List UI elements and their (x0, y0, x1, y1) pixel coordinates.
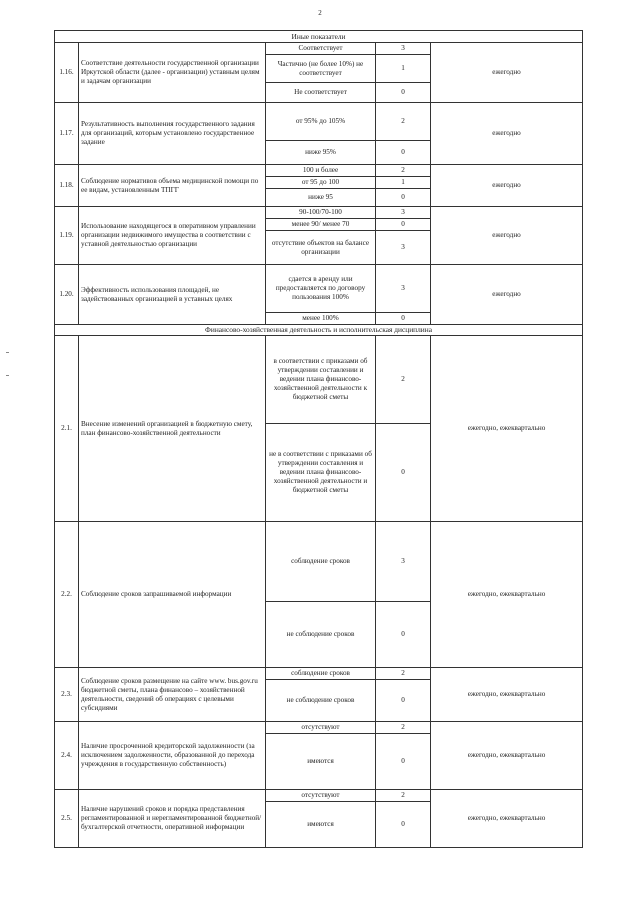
score: 2 (376, 336, 431, 424)
criterion: менее 100% (266, 313, 376, 325)
periodicity: ежегодно, ежеквартально (431, 522, 583, 668)
criterion: ниже 95 (266, 189, 376, 207)
score: 2 (376, 165, 431, 177)
criterion: не соблюдение сроков (266, 602, 376, 668)
score: 0 (376, 424, 431, 522)
indicator-name: Соблюдение нормативов объема медицинской помощи по ее видам, установленным ТПГГ (79, 165, 266, 207)
indicator-name: Использование находящегося в оперативном управлении организации недвижимого имущества в соответствии с уставной деятельностью организации (79, 207, 266, 265)
indicator-name: Внесение изменений организацией в бюджетную смету, план финансово-хозяйственной деятельности (79, 336, 266, 522)
score: 0 (376, 680, 431, 722)
criterion: Частично (не более 10%) не соответствует (266, 55, 376, 83)
score: 3 (376, 265, 431, 313)
criterion: ниже 95% (266, 141, 376, 165)
scan-mark (6, 375, 9, 376)
score: 0 (376, 141, 431, 165)
score: 2 (376, 722, 431, 734)
score: 0 (376, 602, 431, 668)
score: 0 (376, 219, 431, 231)
criterion: отсутствие объектов на балансе организации (266, 231, 376, 265)
periodicity: ежегодно, ежеквартально (431, 336, 583, 522)
periodicity: ежегодно (431, 165, 583, 207)
criterion: отсутствуют (266, 790, 376, 802)
score: 0 (376, 313, 431, 325)
row-number: 1.19. (55, 207, 79, 265)
periodicity: ежегодно (431, 43, 583, 103)
indicator-name: Соответствие деятельности государственной организации Иркутской области (далее - организации) уставным целям и задачам организации (79, 43, 266, 103)
row-number: 2.3. (55, 668, 79, 722)
indicator-name: Эффективность использования площадей, не задействованных организацией в уставных целях (79, 265, 266, 325)
row-number: 1.18. (55, 165, 79, 207)
row-number: 1.20. (55, 265, 79, 325)
score: 3 (376, 231, 431, 265)
criterion: от 95 до 100 (266, 177, 376, 189)
row-number: 2.1. (55, 336, 79, 522)
periodicity: ежегодно, ежеквартально (431, 722, 583, 790)
criterion: 100 и более (266, 165, 376, 177)
indicator-name: Наличие нарушений сроков и порядка представления регламентированной и нерегламентированной бюджетной/бухгалтерской отчетности, оперативной информации (79, 790, 266, 848)
periodicity: ежегодно (431, 103, 583, 165)
section-title: Иные показатели (55, 31, 583, 43)
criterion: Не соответствует (266, 83, 376, 103)
indicators-table (54, 30, 583, 848)
row-number: 2.2. (55, 522, 79, 668)
score: 1 (376, 177, 431, 189)
periodicity: ежегодно (431, 207, 583, 265)
section-title: Финансово-хозяйственная деятельность и исполнительская дисциплина (55, 325, 583, 336)
score: 3 (376, 522, 431, 602)
row-number: 2.5. (55, 790, 79, 848)
indicator-name: Соблюдение сроков запрашиваемой информации (79, 522, 266, 668)
criterion: имеются (266, 734, 376, 790)
criterion: в соответствии с приказами об утверждении составлении и ведении плана финансово-хозяйственной деятельности к бюджетной сметы (266, 336, 376, 424)
score: 0 (376, 802, 431, 848)
criterion: соблюдение сроков (266, 522, 376, 602)
score: 2 (376, 790, 431, 802)
periodicity: ежегодно, ежеквартально (431, 790, 583, 848)
criterion: соблюдение сроков (266, 668, 376, 680)
criterion: не соблюдение сроков (266, 680, 376, 722)
periodicity: ежегодно, ежеквартально (431, 668, 583, 722)
criterion: Соответствует (266, 43, 376, 55)
row-number: 1.16. (55, 43, 79, 103)
criterion: менее 90/ менее 70 (266, 219, 376, 231)
score: 2 (376, 103, 431, 141)
score: 3 (376, 43, 431, 55)
criterion: отсутствуют (266, 722, 376, 734)
scan-mark (6, 352, 9, 353)
indicator-name: Результативность выполнения государственного задания для организаций, которым установлено государственное задание (79, 103, 266, 165)
criterion: сдается в аренду или предоставляется по договору пользования 100% (266, 265, 376, 313)
indicator-name: Соблюдение сроков размещение на сайте www. bus.gov.ru бюджетной сметы, плана финансово – хозяйственной деятельности, сведений об операциях с целевыми субсидиями (79, 668, 266, 722)
score: 0 (376, 83, 431, 103)
criterion: 90-100/70-100 (266, 207, 376, 219)
criterion: имеются (266, 802, 376, 848)
row-number: 1.17. (55, 103, 79, 165)
score: 3 (376, 207, 431, 219)
score: 0 (376, 734, 431, 790)
criterion: от 95% до 105% (266, 103, 376, 141)
indicator-name: Наличие просроченной кредиторской задолженности (за исключением задолженности, образованной до перехода учреждения в государственную собственность) (79, 722, 266, 790)
score: 2 (376, 668, 431, 680)
criterion: не в соответствии с приказами об утверждении составления и ведении плана финансово-хозяйственной деятельности и бюджетной сметы (266, 424, 376, 522)
page-number: 2 (318, 9, 322, 17)
row-number: 2.4. (55, 722, 79, 790)
periodicity: ежегодно (431, 265, 583, 325)
score: 1 (376, 55, 431, 83)
score: 0 (376, 189, 431, 207)
